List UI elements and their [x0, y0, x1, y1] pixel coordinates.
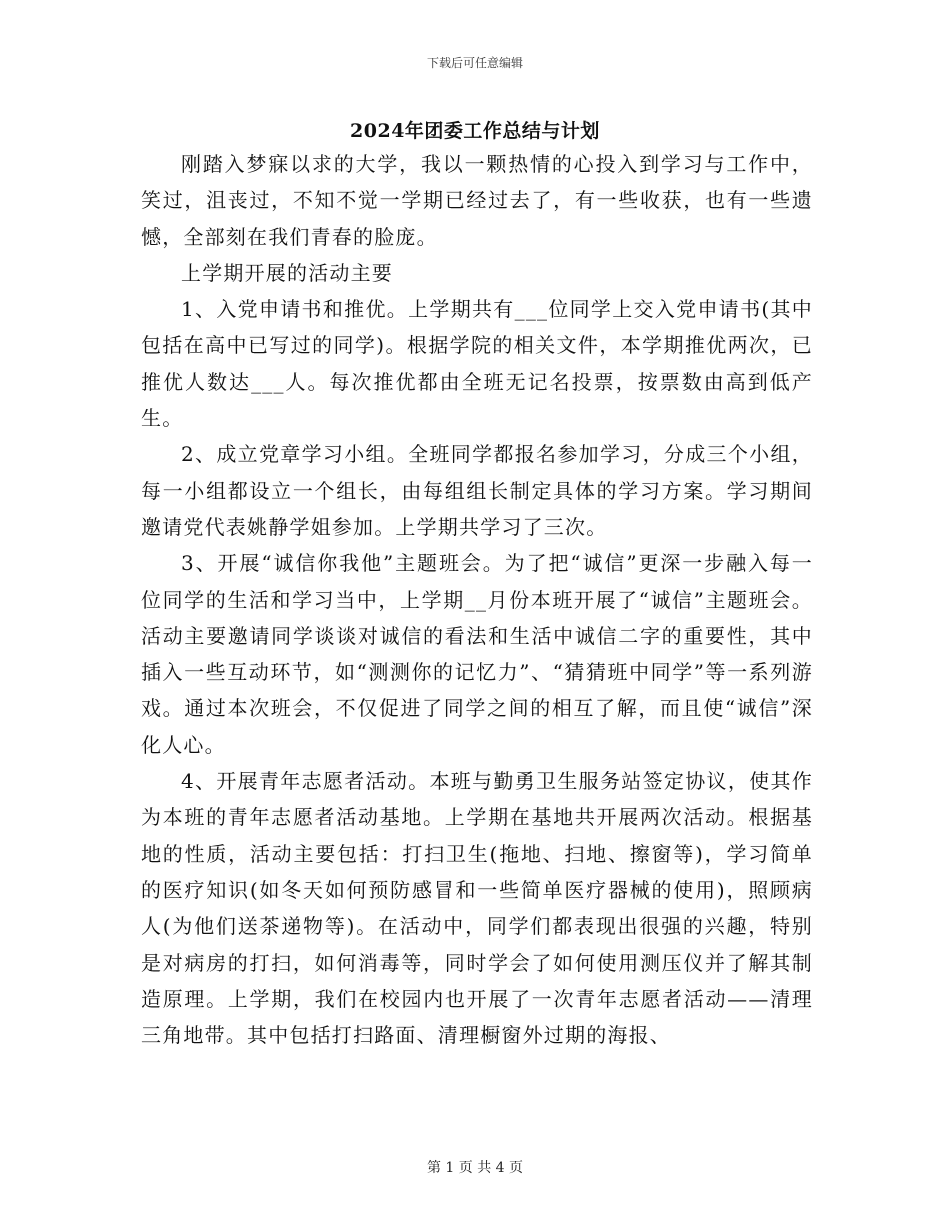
paragraph-item-2: 2、成立党章学习小组。全班同学都报名参加学习，分成三个小组，每一小组都设立一个组长，由每组组长制定具体的学习方案。学习期间邀请党代表姚静学姐参加。上学期共学习了三次。 [141, 442, 813, 539]
page-number: 第 1 页 共 4 页 [426, 1160, 524, 1176]
paragraph-item-4: 4、开展青年志愿者活动。本班与勤勇卫生服务站签定协议，使其作为本班的青年志愿者活动基地。上学期在基地共开展两次活动。根据基地的性质，活动主要包括：打扫卫生(拖地、扫地、擦窗等)，学习简单的医疗知识(如冬天如何预防感冒和一些简单医疗器械的使用)，照顾病人(为他们送茶递物等)。在活动中，同学们都表现出很强的兴趣，特别是对病房的打扫，如何消毒等，同时学会了如何使用测压仪并了解其制造原理。上学期，我们在校园内也开展了一次青年志愿者活动——清理三角地带。其中包括打扫路面、清理橱窗外过期的海报、 [141, 769, 813, 1048]
paragraph-item-1: 1、入党申请书和推优。上学期共有___位同学上交入党申请书(其中包括在高中已写过的同学)。根据学院的相关文件，本学期推优两次，已推优人数达___人。每次推优都由全班无记名投票，按票数由高到低产生。 [141, 297, 813, 431]
header-note: 下载后可任意编辑 [426, 56, 523, 70]
paragraph-section-heading: 上学期开展的活动主要 [181, 260, 393, 285]
paragraph-intro: 刚踏入梦寐以求的大学，我以一颗热情的心投入到学习与工作中，笑过，沮丧过，不知不觉一学期已经过去了，有一些收获，也有一些遗憾，全部刻在我们青春的脸庞。 [141, 152, 813, 249]
document-body [141, 146, 813, 1053]
paragraph-item-3: 3、开展“诚信你我他”主题班会。为了把“诚信”更深一步融入每一位同学的生活和学习当中，上学期__月份本班开展了“诚信”主题班会。活动主要邀请同学谈谈对诚信的看法和生活中诚信二字的重要性，其中插入一些互动环节，如“测测你的记忆力”、“猜猜班中同学”等一系列游戏。通过本次班会，不仅促进了同学之间的相互了解，而且使“诚信”深化人心。 [141, 551, 813, 757]
document-title: 2024年团委工作总结与计划 [350, 120, 600, 142]
